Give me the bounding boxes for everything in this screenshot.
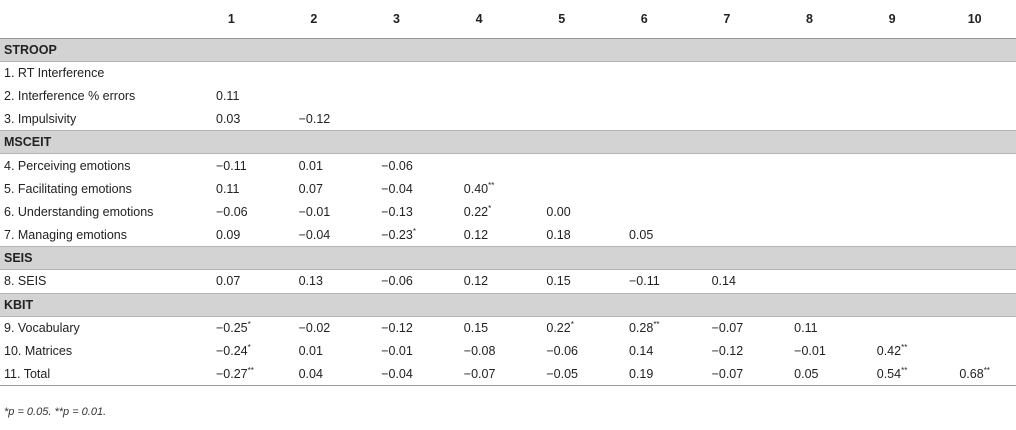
row-label: 11. Total bbox=[4, 366, 51, 381]
table-cell: −0.12 bbox=[298, 111, 331, 126]
table-cell bbox=[851, 200, 934, 223]
table-cell bbox=[438, 108, 521, 131]
table-cell bbox=[851, 316, 934, 339]
table-cell bbox=[686, 154, 769, 177]
section-row bbox=[0, 38, 1016, 61]
table-cell bbox=[933, 339, 1016, 362]
table-cell: 0.14 bbox=[628, 344, 654, 359]
table-cell bbox=[933, 61, 1016, 84]
table-cell: 0.12 bbox=[463, 274, 489, 289]
table-cell bbox=[603, 200, 686, 223]
column-header: 1 bbox=[190, 0, 273, 38]
table-row bbox=[0, 154, 1016, 177]
table-body bbox=[0, 38, 1016, 409]
table-row bbox=[0, 224, 1016, 247]
section-row bbox=[0, 247, 1016, 270]
header-empty-cell bbox=[0, 0, 190, 38]
table-cell bbox=[686, 84, 769, 107]
table-cell bbox=[933, 177, 1016, 200]
table-cell: −0.06 bbox=[216, 204, 248, 219]
table-row bbox=[0, 339, 1016, 362]
table-cell: −0.01 bbox=[381, 344, 413, 359]
column-header: 4 bbox=[438, 0, 521, 38]
row-label: 2. Interference % errors bbox=[4, 88, 136, 103]
table-cell bbox=[851, 224, 934, 247]
table-footnote: *p = 0.05. **p = 0.01. bbox=[4, 406, 107, 418]
table-cell bbox=[851, 84, 934, 107]
table-cell: 0.22* bbox=[546, 319, 574, 336]
table-cell: 0.14 bbox=[711, 274, 736, 289]
table-cell: −0.02 bbox=[298, 321, 331, 336]
table-row bbox=[0, 270, 1016, 293]
table-cell: −0.12 bbox=[381, 321, 413, 336]
section-row bbox=[0, 293, 1016, 316]
table-cell: 0.68** bbox=[959, 365, 990, 381]
table-row bbox=[0, 108, 1016, 131]
table-cell bbox=[603, 108, 686, 131]
table-cell: −0.25* bbox=[216, 319, 251, 336]
row-label: 3. Impulsivity bbox=[4, 111, 77, 126]
table-cell bbox=[933, 154, 1016, 177]
table-cell: 0.28** bbox=[628, 319, 660, 336]
table-cell: 0.07 bbox=[298, 181, 323, 196]
table-cell bbox=[603, 154, 686, 177]
header-row bbox=[0, 0, 1016, 38]
row-label: 10. Matrices bbox=[4, 344, 73, 359]
table-cell bbox=[355, 61, 438, 84]
table-cell bbox=[686, 224, 769, 247]
row-label: 8. SEIS bbox=[4, 274, 47, 289]
column-header: 10 bbox=[933, 0, 1016, 38]
table-cell: −0.27** bbox=[216, 365, 254, 381]
section-title: SEIS bbox=[0, 247, 1016, 270]
table-cell: −0.07 bbox=[463, 366, 496, 381]
table-cell bbox=[851, 270, 934, 293]
table-cell: 0.15 bbox=[546, 274, 571, 289]
table-cell bbox=[933, 200, 1016, 223]
table-cell bbox=[190, 61, 273, 84]
table-cell bbox=[933, 224, 1016, 247]
table-cell bbox=[933, 316, 1016, 339]
table-cell bbox=[768, 108, 851, 131]
table-cell bbox=[438, 84, 521, 107]
table-cell bbox=[768, 224, 851, 247]
table-cell: −0.07 bbox=[711, 321, 744, 336]
table-cell: 0.11 bbox=[794, 321, 818, 336]
table-row bbox=[0, 61, 1016, 84]
table-row bbox=[0, 200, 1016, 223]
table-cell: 0.18 bbox=[546, 227, 571, 242]
table-cell: 0.11 bbox=[216, 88, 240, 103]
table-cell bbox=[768, 270, 851, 293]
bottom-rule bbox=[0, 386, 1016, 409]
section-title: MSCEIT bbox=[0, 131, 1016, 154]
table-cell: 0.01 bbox=[298, 344, 323, 359]
table-cell: 0.05 bbox=[794, 366, 819, 381]
table-cell: 0.11 bbox=[216, 181, 240, 196]
table-cell bbox=[933, 108, 1016, 131]
table-cell bbox=[355, 84, 438, 107]
column-header: 3 bbox=[355, 0, 438, 38]
table-cell: −0.07 bbox=[711, 366, 744, 381]
table-cell bbox=[768, 84, 851, 107]
table-cell: 0.00 bbox=[546, 204, 571, 219]
table-cell: 0.04 bbox=[298, 366, 323, 381]
row-label: 9. Vocabulary bbox=[4, 321, 80, 336]
table-cell: −0.06 bbox=[381, 158, 413, 173]
table-cell: −0.01 bbox=[298, 204, 331, 219]
table-cell bbox=[520, 108, 603, 131]
table-cell bbox=[520, 177, 603, 200]
table-cell: 0.01 bbox=[298, 158, 323, 173]
table-cell: −0.13 bbox=[381, 204, 413, 219]
table-cell bbox=[768, 177, 851, 200]
table-cell: −0.01 bbox=[794, 344, 826, 359]
table-cell bbox=[686, 200, 769, 223]
column-header: 2 bbox=[273, 0, 356, 38]
table-header bbox=[0, 0, 1016, 38]
table-cell bbox=[686, 177, 769, 200]
table-cell: 0.05 bbox=[628, 227, 654, 242]
table-cell bbox=[273, 84, 356, 107]
table-row bbox=[0, 363, 1016, 386]
table-cell bbox=[603, 177, 686, 200]
table-row bbox=[0, 84, 1016, 107]
section-title: KBIT bbox=[0, 293, 1016, 316]
row-label: 5. Facilitating emotions bbox=[4, 181, 132, 196]
row-label: 7. Managing emotions bbox=[4, 227, 127, 242]
table-cell: 0.42** bbox=[876, 342, 908, 359]
table-cell bbox=[768, 154, 851, 177]
table-cell: −0.11 bbox=[628, 274, 660, 289]
table-cell bbox=[851, 154, 934, 177]
table-row bbox=[0, 177, 1016, 200]
table-cell: −0.05 bbox=[546, 366, 579, 381]
table-cell: −0.04 bbox=[381, 366, 413, 381]
table-cell: −0.24* bbox=[216, 342, 251, 359]
table-cell: −0.04 bbox=[298, 227, 331, 242]
table-cell bbox=[520, 84, 603, 107]
table-cell bbox=[355, 108, 438, 131]
table-cell: −0.23* bbox=[381, 226, 416, 242]
section-title: STROOP bbox=[0, 38, 1016, 61]
table-cell: 0.13 bbox=[298, 274, 323, 289]
table-cell bbox=[686, 108, 769, 131]
table-cell bbox=[438, 154, 521, 177]
table-cell: −0.06 bbox=[381, 274, 413, 289]
table-cell bbox=[933, 84, 1016, 107]
table-cell bbox=[520, 61, 603, 84]
column-header: 7 bbox=[686, 0, 769, 38]
table-cell bbox=[851, 61, 934, 84]
table-cell bbox=[768, 200, 851, 223]
table-cell: −0.11 bbox=[216, 158, 247, 173]
table-cell: −0.04 bbox=[381, 181, 413, 196]
table-cell bbox=[768, 61, 851, 84]
table-cell: 0.40** bbox=[463, 180, 495, 196]
table-cell bbox=[273, 61, 356, 84]
table-cell bbox=[438, 61, 521, 84]
table-cell: 0.22* bbox=[463, 203, 492, 219]
table-cell: 0.12 bbox=[463, 227, 489, 242]
table-cell bbox=[851, 177, 934, 200]
table-cell bbox=[520, 154, 603, 177]
table-cell: 0.03 bbox=[216, 111, 241, 126]
table-cell bbox=[686, 61, 769, 84]
table-cell bbox=[603, 84, 686, 107]
row-label: 4. Perceiving emotions bbox=[4, 158, 131, 173]
table-cell bbox=[933, 270, 1016, 293]
table-cell: 0.15 bbox=[463, 321, 489, 336]
table-cell: −0.08 bbox=[463, 344, 496, 359]
table-cell bbox=[851, 108, 934, 131]
section-row bbox=[0, 131, 1016, 154]
column-header: 6 bbox=[603, 0, 686, 38]
table-cell bbox=[603, 61, 686, 84]
row-label: 1. RT Interference bbox=[4, 66, 105, 81]
row-label: 6. Understanding emotions bbox=[4, 204, 154, 219]
table-cell: 0.19 bbox=[628, 366, 654, 381]
table-cell: −0.12 bbox=[711, 344, 744, 359]
column-header: 5 bbox=[520, 0, 603, 38]
column-header: 8 bbox=[768, 0, 851, 38]
table-cell: −0.06 bbox=[546, 344, 579, 359]
table-cell: 0.07 bbox=[216, 274, 241, 289]
table-row bbox=[0, 316, 1016, 339]
table-cell: 0.54** bbox=[876, 365, 908, 381]
column-header: 9 bbox=[851, 0, 934, 38]
table-cell: 0.09 bbox=[216, 227, 241, 242]
